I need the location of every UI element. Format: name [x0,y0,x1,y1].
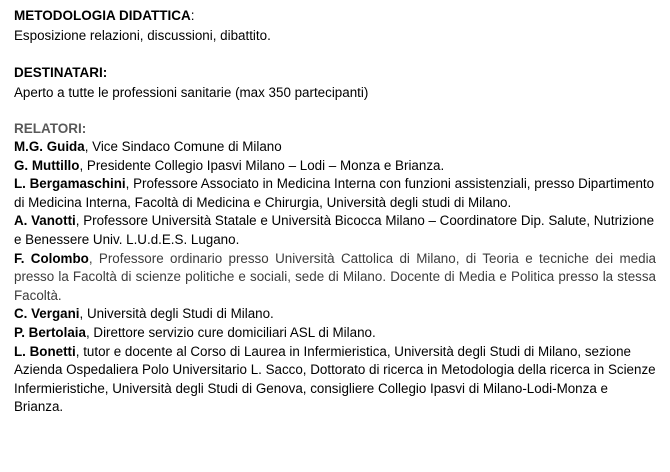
speaker-description: , Presidente Collegio Ipasvi Milano – Lodi – Monza e Brianza. [79,157,445,173]
speaker-name: F. Colombo [14,250,89,266]
speaker-name: P. Bertolaia [14,324,86,340]
speaker-description: , Professore Associato in Medicina Interna con funzioni assistenziali, presso Dipartimento di Medicina Interna, Facoltà di Medicina e Chirurgia, Università degli studi di Milano. [14,176,655,210]
metodologia-heading [14,6,656,26]
metodologia-heading-text: METODOLOGIA DIDATTICA [14,8,191,23]
speaker-name: M.G. Guida [14,139,85,154]
speaker-description: , Professore ordinario presso Università Cattolica di Milano, di Teoria e tecniche dei media presso la Facoltà di scienze politiche e sociali, sede di Milano. Docente di Media e Politica presso la stessa Facoltà. [14,250,656,303]
speaker-description: , Professore Università Statale e Università Bicocca Milano – Coordinatore Dip. Salute, Nutrizione e Benessere Univ. L.U.d.E.S. Lugano. [14,213,655,247]
relatori-heading: RELATORI: [14,121,87,136]
destinatari-text: Aperto a tutte le professioni sanitarie (max 350 partecipanti) [14,85,369,100]
spacer [14,103,656,120]
speaker-description: , Università degli Studi di Milano. [79,306,274,322]
speaker-vanotti [14,212,656,249]
destinatari-heading: DESTINATARI: [14,65,108,80]
speaker-description: , Vice Sindaco Comune di Milano [84,139,282,154]
speaker-name: L. Bonetti [14,343,76,359]
speaker-vergani [14,305,656,324]
speaker-colombo [14,250,656,306]
metodologia-heading-colon: : [190,8,195,23]
metodologia-text: Esposizione relazioni, discussioni, dibattito. [14,28,271,43]
speaker-bergamaschini [14,175,656,212]
speaker-muttillo [14,157,656,176]
speaker-description: , tutor e docente al Corso di Laurea in Infermieristica, Università degli Studi di Milano, sezione Azienda Ospedaliera Polo Universitario L. Sacco, Dottorato di ricerca in Metodologia della ricerca in Scienze Infermieristiche, Università degli Studi di Genova, consigliere Collegio Ipasvi di Milano-Lodi-Monza e Brianza. [14,343,656,415]
speaker-bonetti [14,343,656,417]
speaker-name: C. Vergani [14,306,80,322]
speaker-name: G. Muttillo [14,157,80,173]
spacer [14,46,656,63]
speaker-guida [14,138,656,157]
speaker-description: , Direttore servizio cure domiciliari ASL di Milano. [85,324,376,340]
speaker-name: L. Bergamaschini [14,176,126,192]
speaker-bertolaia [14,324,656,343]
speaker-name: A. Vanotti [14,213,76,229]
